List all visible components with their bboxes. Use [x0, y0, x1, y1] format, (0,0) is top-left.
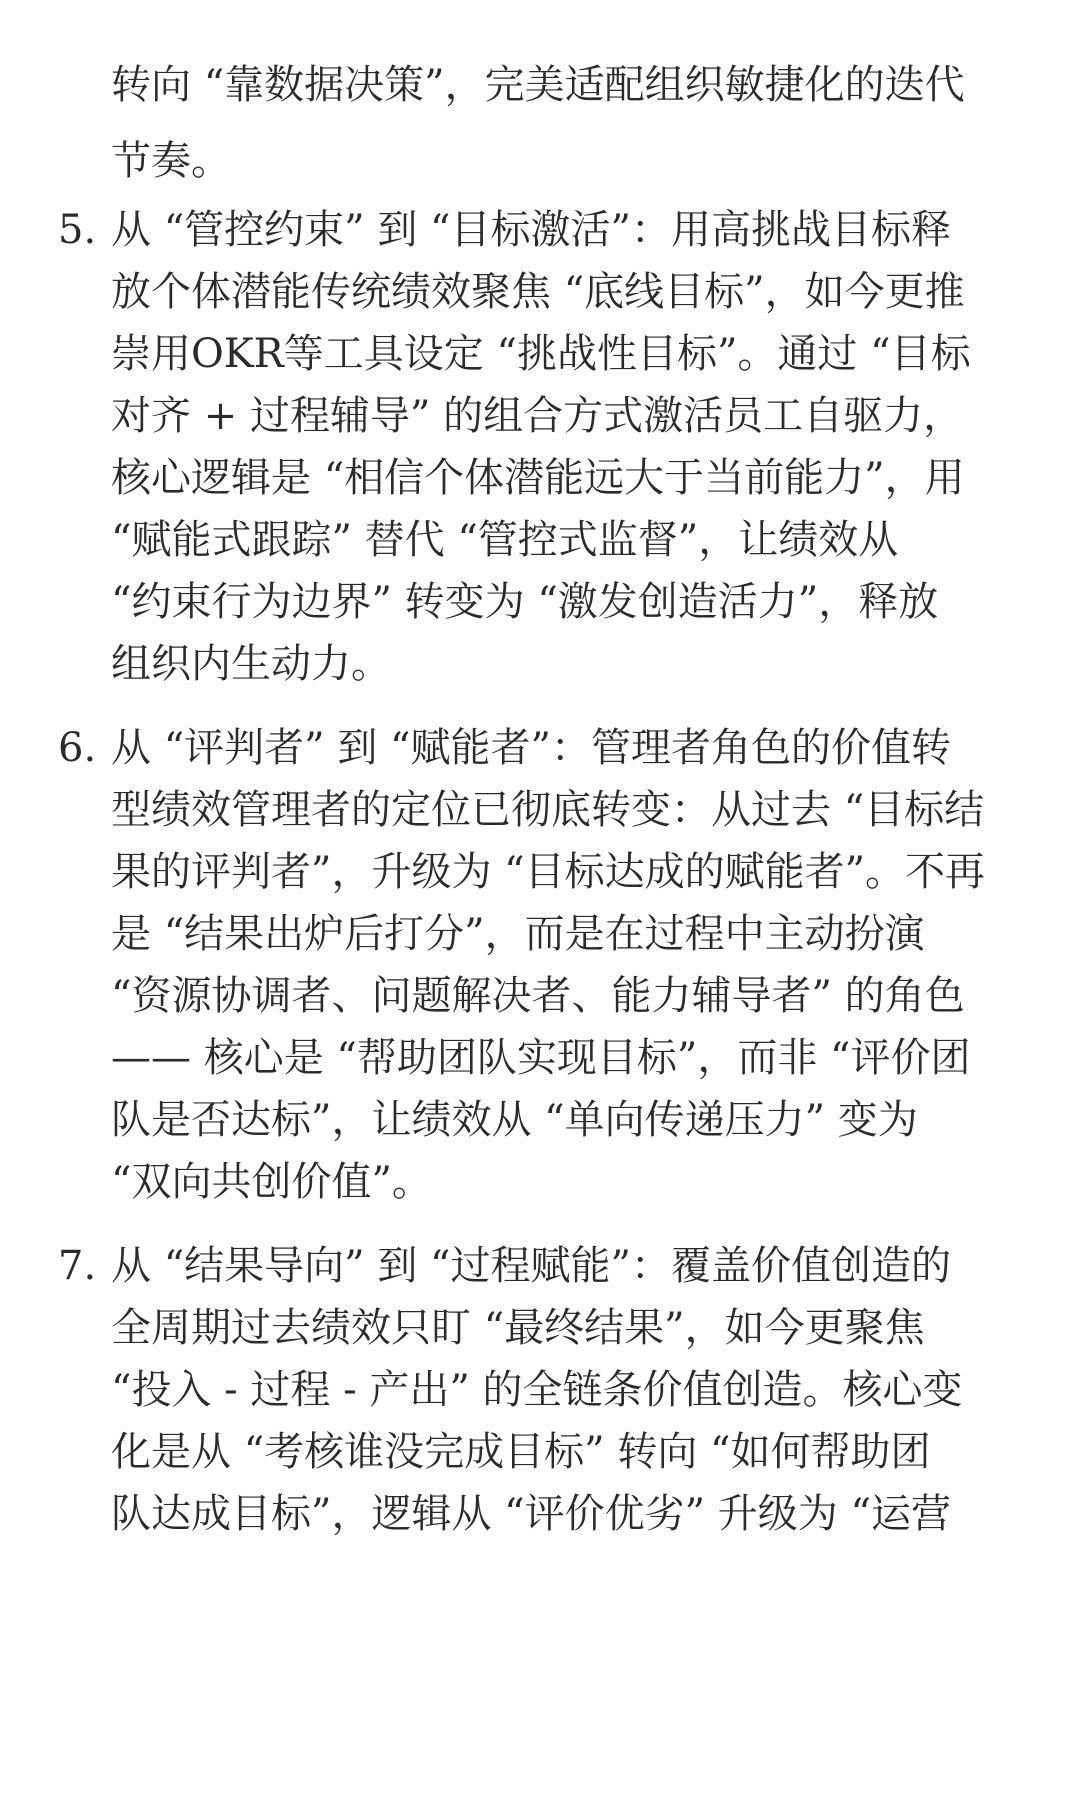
list-item-number: 7. [58, 1243, 97, 1289]
list-item-line: 从 “管控约束” 到 “目标激活”：用高挑战目标释 [111, 207, 951, 253]
list-item-line: “约束行为边界” 转变为 “激发创造活力”，释放 [111, 579, 939, 625]
list-item-line: 崇用OKR等工具设定 “挑战性目标”。通过 “目标 [111, 331, 971, 377]
list-item-line: 从 “评判者” 到 “赋能者”：管理者角色的价值转 [111, 725, 951, 771]
list-item-line: 队是否达标”，让绩效从 “单向传递压力” 变为 [111, 1097, 918, 1143]
list-item-line: 全周期过去绩效只盯 “最终结果”，如今更聚焦 [111, 1305, 925, 1351]
list-item-line: 放个体潜能传统绩效聚焦 “底线目标”，如今更推 [111, 269, 965, 315]
list-item-line: 从 “结果导向” 到 “过程赋能”：覆盖价值创造的 [111, 1243, 951, 1289]
list-item-line: “资源协调者、问题解决者、能力辅导者” 的角色 [111, 973, 965, 1019]
list-item-number: 5. [58, 207, 97, 253]
list-item-line: 对齐 + 过程辅导” 的组合方式激活员工自驱力， [111, 393, 964, 439]
list-item-line: 化是从 “考核谁没完成目标” 转向 “如何帮助团 [111, 1429, 931, 1475]
list-item-line: 核心逻辑是 “相信个体潜能远大于当前能力”，用 [111, 455, 965, 501]
list-item-line: —— 核心是 “帮助团队实现目标”，而非 “评价团 [111, 1035, 971, 1081]
intro-line: 转向 “靠数据决策”，完美适配组织敏捷化的迭代 [111, 62, 965, 108]
list-item-line: 组织内生动力。 [111, 641, 391, 687]
intro-line: 节奏。 [111, 138, 231, 184]
list-item-number: 6. [58, 725, 97, 771]
list-item-line: “双向共创价值”。 [111, 1159, 432, 1205]
list-item-line: “赋能式跟踪” 替代 “管控式监督”，让绩效从 [111, 517, 899, 563]
list-item-line: 队达成目标”，逻辑从 “评价优劣” 升级为 “运营 [111, 1491, 951, 1537]
list-item-line: 型绩效管理者的定位已彻底转变：从过去 “目标结 [111, 787, 985, 833]
list-item-line: “投入 - 过程 - 产出” 的全链条价值创造。核心变 [111, 1367, 963, 1413]
list-item-line: 果的评判者”，升级为 “目标达成的赋能者”。不再 [111, 849, 986, 895]
list-item-line: 是 “结果出炉后打分”，而是在过程中主动扮演 [111, 911, 925, 957]
